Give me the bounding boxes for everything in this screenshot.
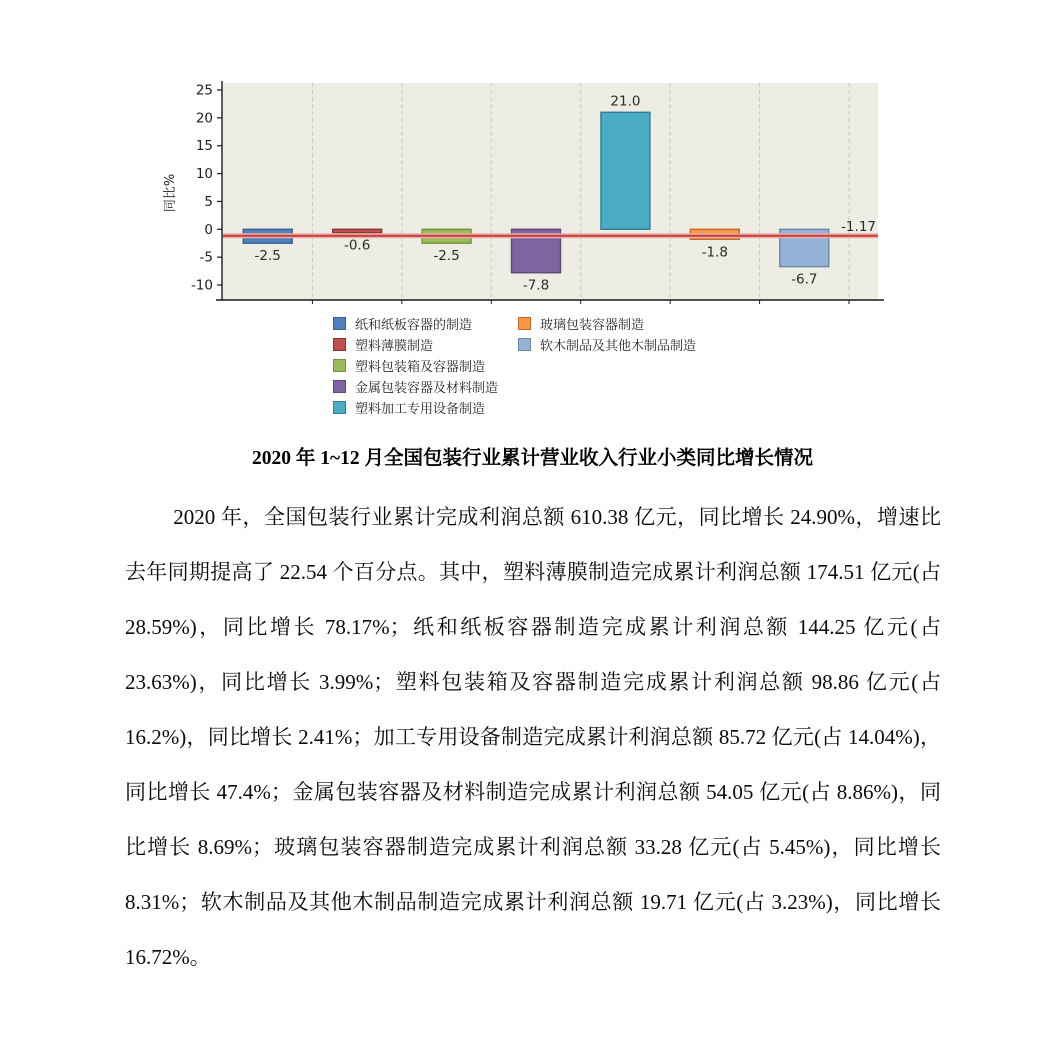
legend-label: 塑料包装箱及容器制造 bbox=[355, 360, 486, 375]
svg-text:10: 10 bbox=[195, 166, 213, 183]
legend-swatch-orange bbox=[518, 317, 531, 330]
chart-figure bbox=[160, 75, 900, 310]
svg-text:25: 25 bbox=[195, 82, 213, 99]
svg-text:-1.8: -1.8 bbox=[701, 244, 729, 261]
legend-item bbox=[333, 355, 498, 376]
legend-label: 纸和纸板容器的制造 bbox=[355, 318, 473, 333]
svg-text:0: 0 bbox=[204, 221, 213, 238]
legend-label: 塑料薄膜制造 bbox=[355, 339, 434, 354]
legend-swatch-blue bbox=[333, 317, 346, 330]
svg-text:5: 5 bbox=[204, 193, 213, 210]
legend-label: 软木制品及其他木制品制造 bbox=[540, 339, 697, 354]
svg-text:-2.5: -2.5 bbox=[254, 248, 281, 265]
legend-item bbox=[333, 313, 498, 334]
legend-item bbox=[333, 397, 498, 418]
svg-text:15: 15 bbox=[195, 138, 213, 155]
svg-text:-0.6: -0.6 bbox=[343, 237, 371, 254]
bar-chart bbox=[160, 75, 900, 310]
legend-item bbox=[518, 334, 696, 355]
chart-legend-column-2 bbox=[518, 313, 696, 355]
legend-swatch-teal bbox=[333, 401, 346, 414]
legend-item bbox=[333, 376, 498, 397]
legend-label: 玻璃包装容器制造 bbox=[540, 318, 645, 333]
svg-text:-1.17: -1.17 bbox=[841, 218, 876, 235]
legend-swatch-lightblue bbox=[518, 338, 531, 351]
legend-label: 金属包装容器及材料制造 bbox=[355, 381, 499, 396]
svg-text:-2.5: -2.5 bbox=[433, 248, 460, 265]
chart-legend-column-1 bbox=[333, 313, 498, 418]
legend-swatch-purple bbox=[333, 380, 346, 393]
legend-label: 塑料加工专用设备制造 bbox=[355, 402, 486, 417]
legend-swatch-green bbox=[333, 359, 346, 372]
svg-text:20: 20 bbox=[195, 110, 213, 127]
legend-item bbox=[518, 313, 696, 334]
chart-caption: 2020 年 1~12 月全国包装行业累计营业收入行业小类同比增长情况 bbox=[251, 448, 814, 469]
legend-item bbox=[333, 334, 498, 355]
legend-swatch-red bbox=[333, 338, 346, 351]
svg-text:-5: -5 bbox=[199, 249, 213, 266]
svg-text:-7.8: -7.8 bbox=[522, 277, 550, 294]
svg-text:-10: -10 bbox=[190, 277, 213, 294]
body-paragraph: 2020 年，全国包装行业累计完成利润总额 610.38 亿元，同比增长 24.90%，增速比去年同期提高了 22.54 个百分点。其中，塑料薄膜制造完成累计利润总额 174.51 亿元(占 28.59%)，同比增长 78.17%；纸和纸板容器制造完成累计利润总额 144.25 亿元(占 23.63%)，同比增长 3.99%；塑料包装箱及容器制造完成累计利润总额 98.86 亿元(占 16.2%)，同比增长 2.41%；加工专用设备制造完成累计利润总额 85.72 亿元(占 14.04%)，同比增长 47.4%；金属包装容器及材料制造完成累计利润总额 54.05 亿元(占 8.86%)，同比增长 8.69%；玻璃包装容器制造完成累计利润总额 33.28 亿元(占 5.45%)，同比增长 8.31%；软木制品及其他木制品制造完成累计利润总额 19.71 亿元(占 3.23%)，同比增长 16.72%。 bbox=[125, 505, 941, 969]
svg-text:-6.7: -6.7 bbox=[791, 271, 818, 288]
svg-text:同比%: 同比% bbox=[163, 173, 178, 213]
svg-text:21.0: 21.0 bbox=[610, 93, 641, 110]
